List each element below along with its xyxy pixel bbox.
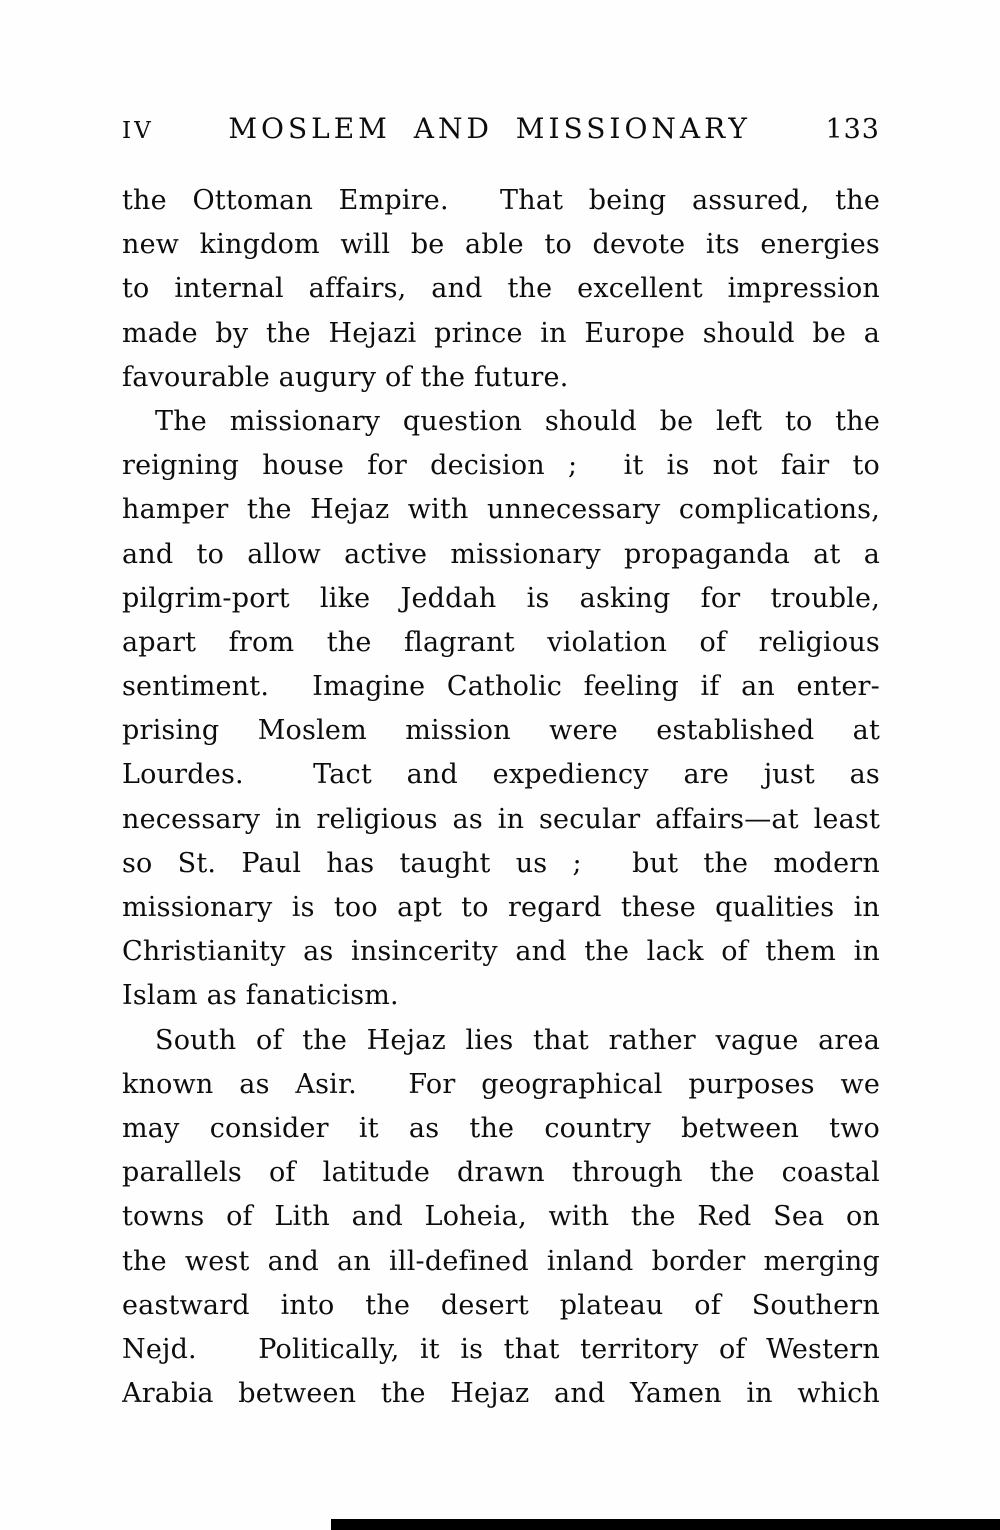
page-number: 133 (825, 114, 880, 145)
text-line: pilgrim-port like Jeddah is asking for trouble, (122, 582, 880, 614)
text-line: the Ottoman Empire. That being assured, the (122, 185, 880, 216)
scan-artifact-bar (331, 1519, 1000, 1530)
text-line: reigning house for decision ; it is not fair to (122, 450, 880, 482)
running-header (122, 112, 880, 145)
page-body (122, 179, 880, 1416)
paragraph (122, 400, 880, 1019)
text-line: favourable augury of the future. (122, 361, 569, 393)
text-line: the west and an ill-defined inland border merging (122, 1245, 880, 1277)
text-line: Christianity as insincerity and the lack of them in (122, 936, 880, 968)
text-line: made by the Hejazi prince in Europe should be a (122, 317, 880, 349)
text-line: and to allow active missionary propaganda at a (122, 538, 880, 570)
text-line: parallels of latitude drawn through the coastal (122, 1157, 880, 1189)
paragraph (122, 179, 880, 400)
text-line: missionary is too apt to regard these qualities in (122, 892, 880, 923)
text-line: hamper the Hejaz with unnecessary complications, (122, 494, 880, 526)
text-line: apart from the flagrant violation of religious (122, 626, 880, 658)
text-line: so St. Paul has taught us ; but the modern (122, 847, 880, 879)
text-line: towns of Lith and Loheia, with the Red Sea on (122, 1201, 880, 1233)
text-line: Lourdes. Tact and expediency are just as (122, 759, 880, 791)
text-line: known as Asir. For geographical purposes we (122, 1068, 880, 1100)
text-line: to internal affairs, and the excellent impression (122, 273, 880, 305)
text-line: prising Moslem mission were established at (122, 715, 880, 747)
page-title: MOSLEM AND MISSIONARY (228, 112, 751, 145)
text-line: may consider it as the country between two (122, 1112, 880, 1144)
text-line: Arabia between the Hejaz and Yamen in which (122, 1378, 880, 1410)
chapter-number: IV (122, 118, 154, 144)
text-line: new kingdom will be able to devote its energies (122, 229, 880, 261)
paragraph (122, 1019, 880, 1417)
text-line: South of the Hejaz lies that rather vague area (155, 1024, 880, 1056)
text-line: sentiment. Imagine Catholic feeling if an enter- (122, 671, 880, 703)
text-line: Nejd. Politically, it is that territory of Western (122, 1333, 880, 1365)
text-line: necessary in religious as in secular affairs—at least (122, 803, 880, 835)
text-line: Islam as fanaticism. (122, 980, 399, 1012)
text-line: eastward into the desert plateau of Southern (122, 1289, 880, 1321)
text-line: The missionary question should be left to the (155, 405, 880, 437)
